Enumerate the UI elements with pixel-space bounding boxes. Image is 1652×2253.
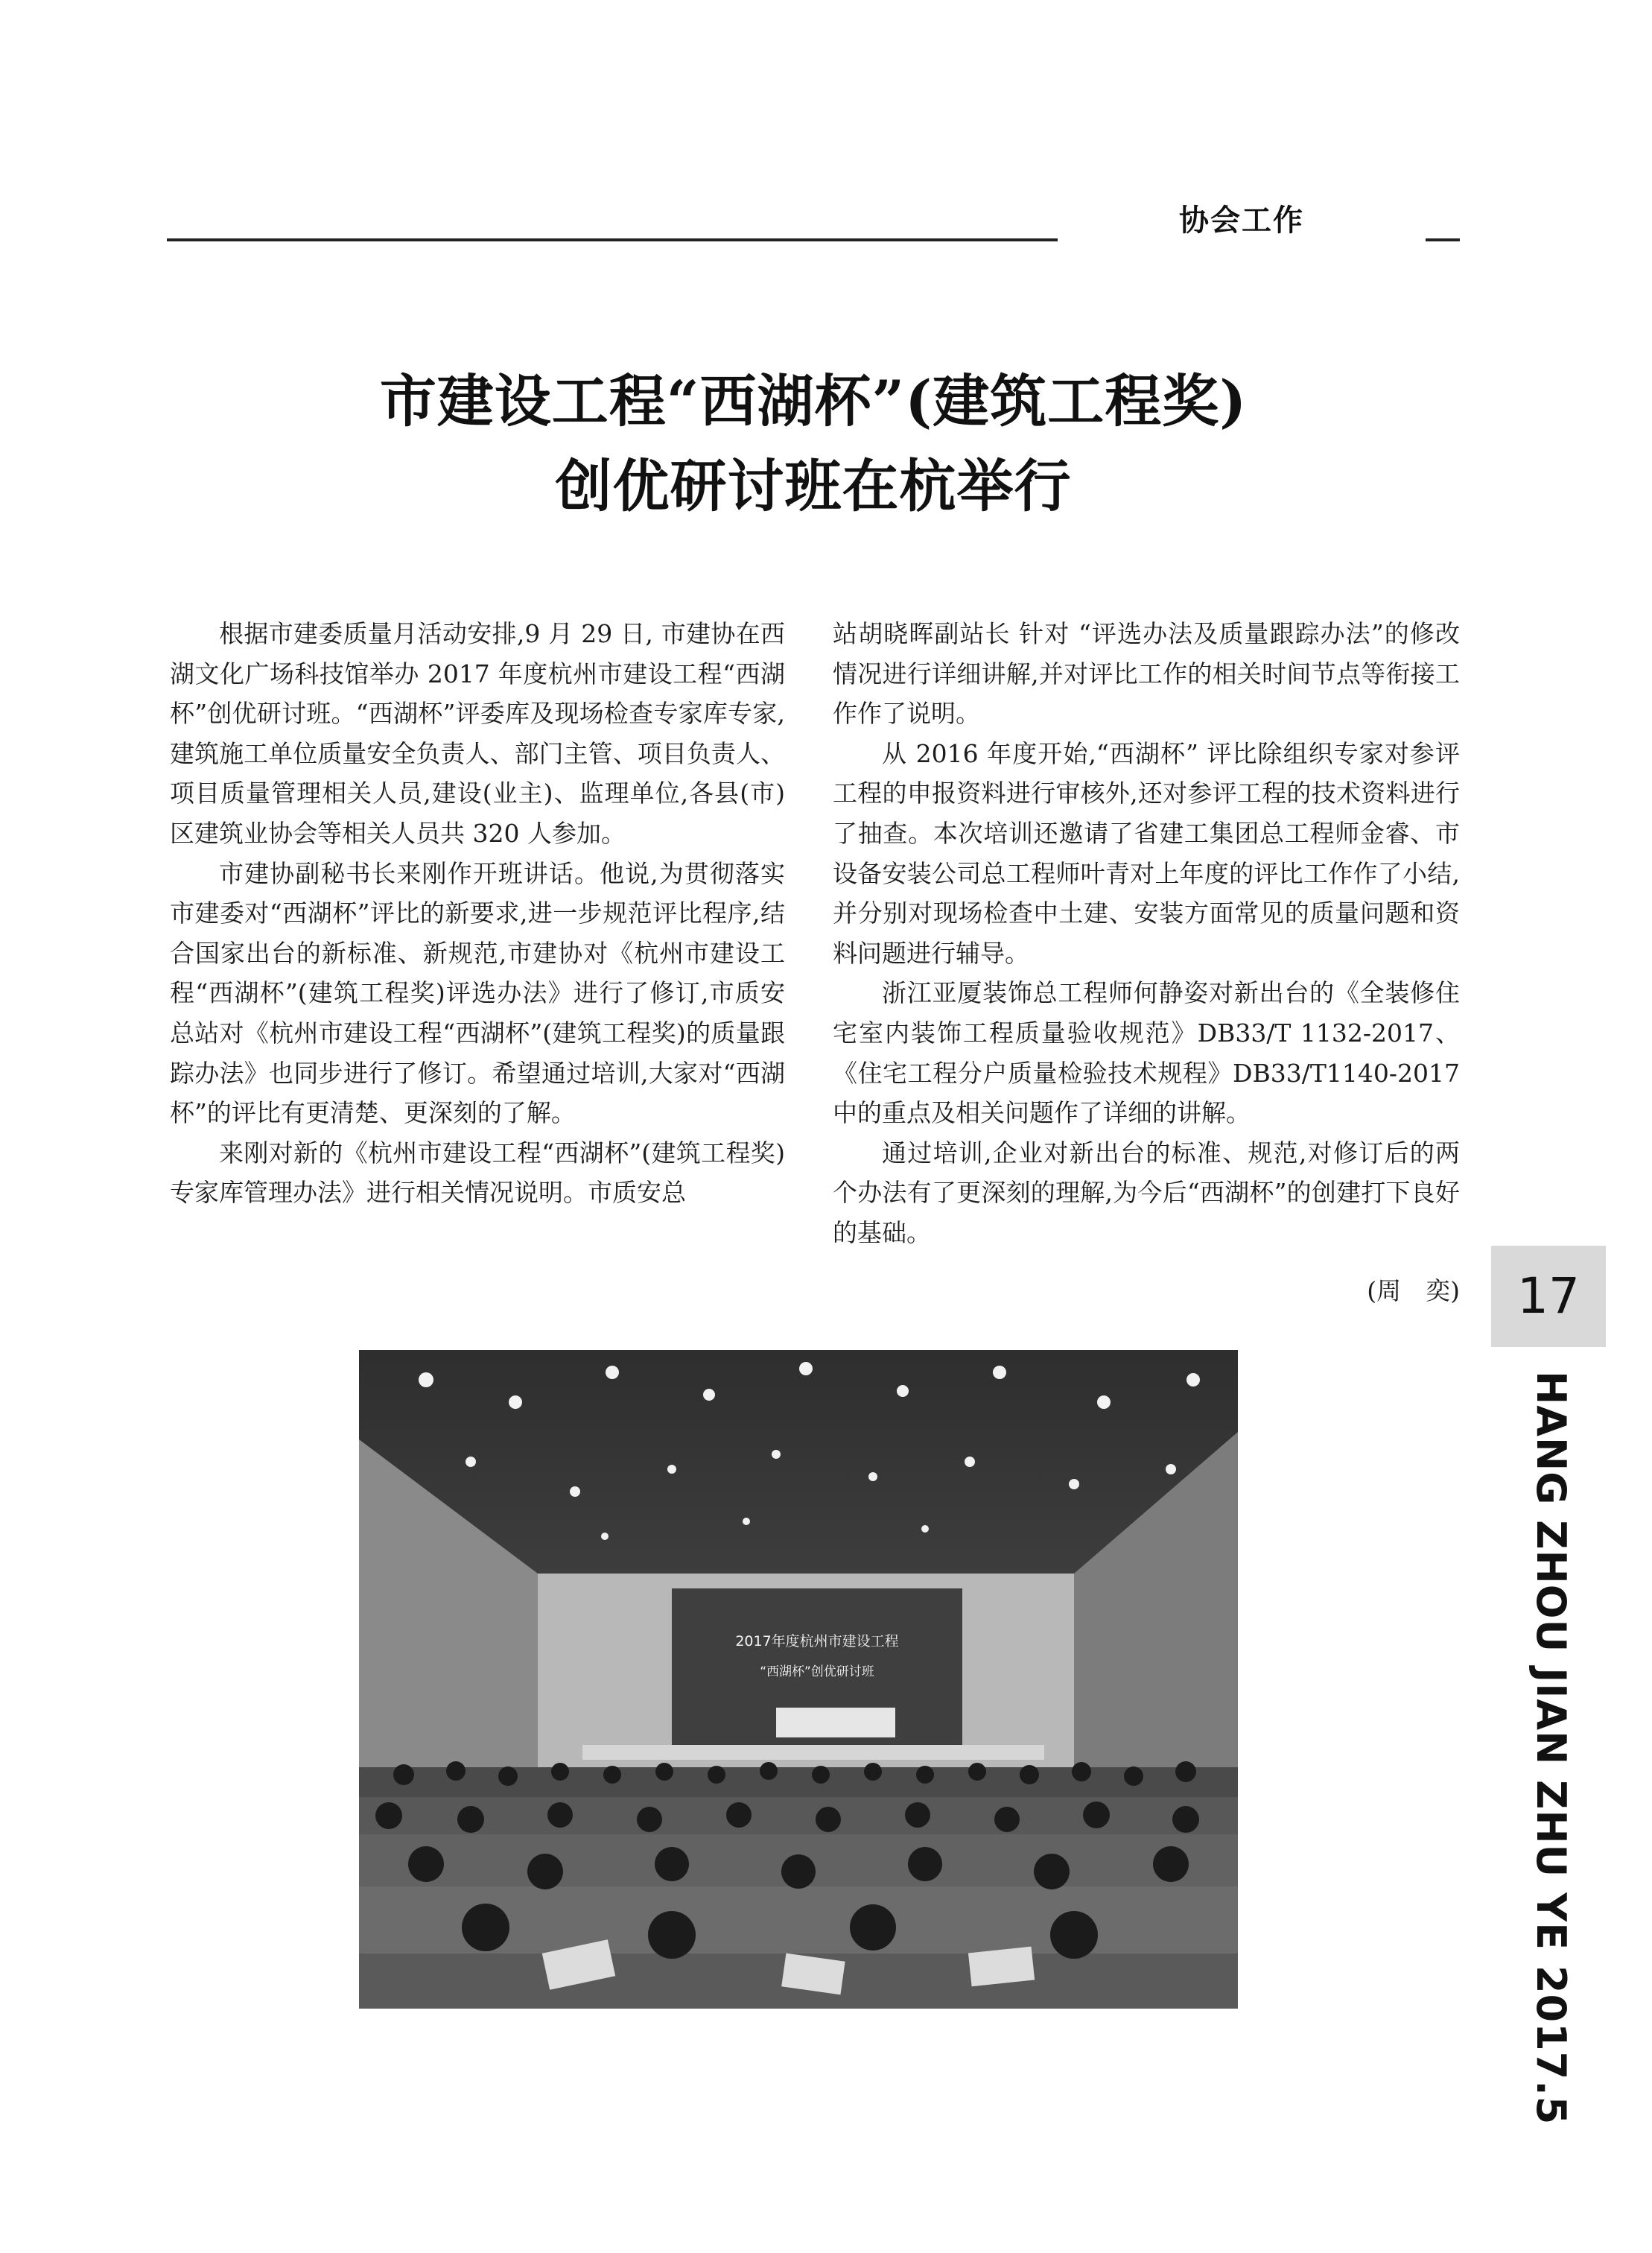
section-header xyxy=(167,198,1460,243)
paragraph: 市建协副秘书长来刚作开班讲话。他说,为贯彻落实市建委对“西湖杯”评比的新要求,进一步规范评比程序,结合国家出台的新标准、新规范,市建协对《杭州市建设工程“西湖杯”(建筑工程奖)评选办法》进行了修订,市质安总站对《杭州市建设工程“西湖杯”(建筑工程奖)的质量跟踪办法》也同步进行了修订。希望通过培训,大家对“西湖杯”的评比有更清楚、更深刻的了解。 xyxy=(170,858,785,1128)
paragraph: 来刚对新的《杭州市建设工程“西湖杯”(建筑工程奖)专家库管理办法》进行相关情况说明。市质安总 xyxy=(170,1138,785,1208)
article-column-left xyxy=(170,614,785,1213)
event-photo xyxy=(359,1350,1238,2009)
page-number-tab xyxy=(1491,1246,1606,1347)
paragraph: 浙江亚厦装饰总工程师何静姿对新出台的《全装修住宅室内装饰工程质量验收规范》DB33/T 1132-2017、《住宅工程分户质量检验技术规程》DB33/T1140-2017 中的重点及相关问题作了详细的讲解。 xyxy=(833,978,1460,1128)
spine-label xyxy=(1521,1371,1580,2126)
header-rule-left xyxy=(167,238,1058,241)
article-title-line1: 市建设工程“西湖杯”(建筑工程奖) xyxy=(379,368,1248,434)
screen-text-line1: 2017年度杭州市建设工程 xyxy=(735,1633,899,1650)
paragraph: 通过培训,企业对新出台的标准、规范,对修订后的两个办法有了更深刻的理解,为今后“西湖杯”的创建打下良好的基础。 xyxy=(833,1138,1460,1247)
article-title-line2: 创优研讨班在杭举行 xyxy=(555,453,1072,519)
screen-text-line2: “西湖杯”创优研讨班 xyxy=(760,1664,874,1679)
article-column-right xyxy=(833,614,1460,1253)
journal-spine-text: HANG ZHOU JIAN ZHU YE 2017.5 xyxy=(1528,1371,1575,2126)
article-author: (周 奕) xyxy=(1367,1276,1460,1305)
page-number: 17 xyxy=(1517,1267,1580,1325)
header-rule-right xyxy=(1426,238,1460,241)
event-photo-drawing xyxy=(359,1350,1238,2009)
paragraph: 根据市建委质量月活动安排,9 月 29 日, 市建协在西湖文化广场科技馆举办 2017 年度杭州市建设工程“西湖杯”创优研讨班。“西湖杯”评委库及现场检查专家库专家,建筑施工单位质量安全负责人、部门主管、项目负责人、项目质量管理相关人员,建设(业主)、监理单位,各县(市)区建筑业协会等相关人员共 320 人参加。 xyxy=(170,619,785,848)
section-label: 协会工作 xyxy=(1179,203,1304,238)
paragraph-continuation: 站胡晓晖副站长 针对 “评选办法及质量跟踪办法”的修改情况进行详细讲解,并对评比工作的相关时间节点等衔接工作作了说明。 xyxy=(833,619,1460,729)
paragraph: 从 2016 年度开始,“西湖杯” 评比除组织专家对参评工程的申报资料进行审核外,还对参评工程的技术资料进行了抽查。本次培训还邀请了省建工集团总工程师金睿、市设备安装公司总工程师叶青对上年度的评比工作作了小结, 并分别对现场检查中土建、安装方面常见的质量问题和资料问题进行辅导。 xyxy=(833,738,1460,968)
